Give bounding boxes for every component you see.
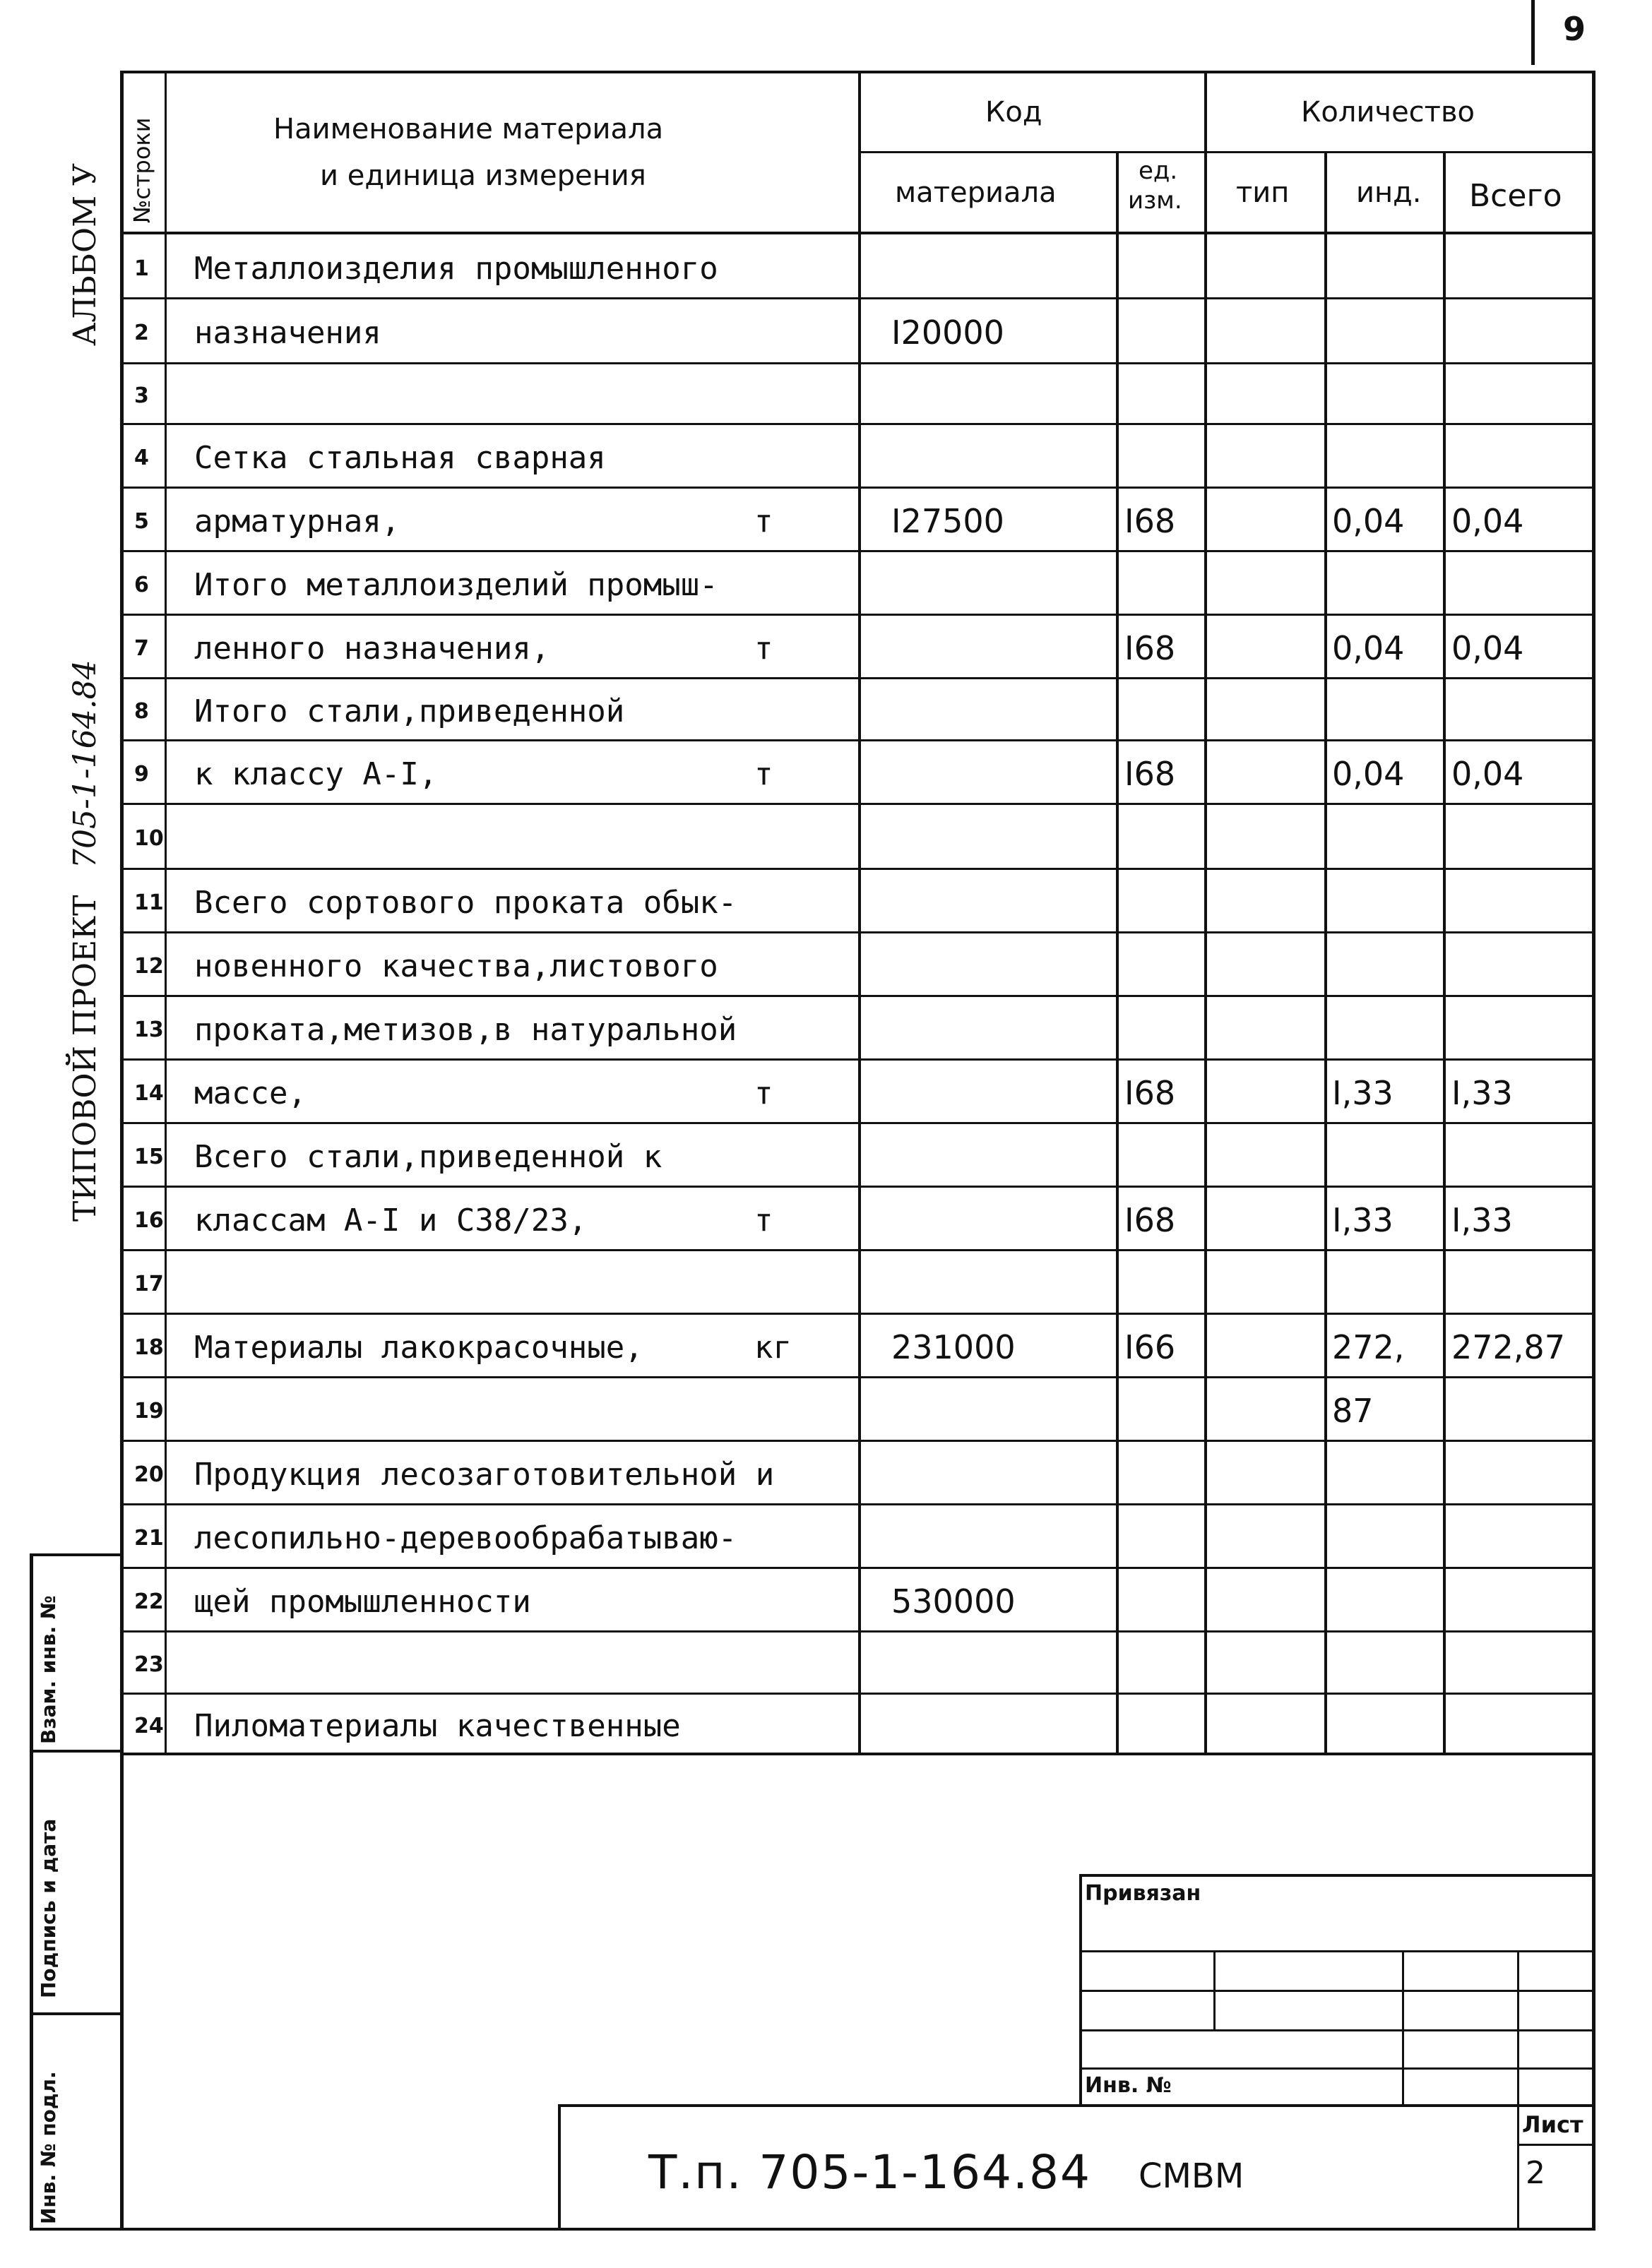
row-number: 19 — [134, 1399, 164, 1424]
sheet-label: Лист — [1522, 2111, 1583, 2138]
material-code: I20000 — [891, 314, 1004, 352]
quantity-ind: I,33 — [1332, 1074, 1393, 1113]
material-code: 231000 — [891, 1328, 1016, 1367]
unit-label: т — [754, 1075, 773, 1111]
row-number: 15 — [134, 1145, 164, 1169]
quantity-ind: I,33 — [1332, 1201, 1393, 1240]
row-number: 1 — [134, 256, 149, 281]
quantity-total: 0,04 — [1451, 629, 1524, 668]
row-number: 22 — [134, 1589, 164, 1614]
material-name: Всего стали,приведенной к — [194, 1138, 662, 1175]
material-name: Пиломатериалы качественные — [194, 1707, 681, 1744]
document-designation: Т.п. 705-1-164.84 — [648, 2145, 1091, 2200]
header-quantity: Количество — [1301, 96, 1475, 129]
quantity-ind: 0,04 — [1332, 629, 1405, 668]
material-name: к классу А-I, — [194, 756, 438, 792]
material-name: массе, — [194, 1075, 307, 1111]
material-name: Сетка стальная сварная — [194, 439, 606, 476]
row-number: 24 — [134, 1714, 164, 1738]
quantity-total: I,33 — [1451, 1074, 1513, 1113]
unit-code: I68 — [1124, 502, 1176, 541]
inv-podl-label: Инв. № подл. — [37, 2071, 60, 2224]
header-name-line1: Наименование материала — [273, 113, 664, 145]
material-code: 530000 — [891, 1582, 1016, 1621]
material-name: Металлоизделия промышленного — [194, 250, 718, 287]
material-name: щей промышленности — [194, 1583, 531, 1620]
unit-code: I68 — [1124, 1201, 1176, 1240]
quantity-ind: 272, — [1332, 1328, 1405, 1367]
document-code: СМВМ — [1139, 2156, 1244, 2196]
material-name: Всего сортового проката обык- — [194, 884, 737, 921]
header-code: Код — [985, 96, 1042, 129]
row-number: 14 — [134, 1081, 164, 1106]
header-unit-line1: ед. — [1139, 157, 1178, 185]
material-name: ленного назначения, — [194, 630, 550, 667]
material-name: арматурная, — [194, 503, 400, 539]
row-number: 8 — [134, 699, 149, 724]
quantity-total: 0,04 — [1451, 755, 1524, 794]
quantity-total: I,33 — [1451, 1201, 1513, 1240]
unit-code: I66 — [1124, 1328, 1176, 1367]
quantity-total: 272,87 — [1451, 1328, 1565, 1367]
quantity-ind: 87 — [1332, 1392, 1374, 1431]
row-number: 20 — [134, 1462, 164, 1487]
unit-code: I68 — [1124, 629, 1176, 668]
header-row-no: №строки — [129, 117, 155, 223]
project-label: ТИПОВОЙ ПРОЕКТ — [67, 895, 103, 1222]
quantity-ind: 0,04 — [1332, 502, 1405, 541]
material-name: Итого металлоизделий промыш- — [194, 566, 718, 603]
row-number: 6 — [134, 573, 149, 597]
unit-code: I68 — [1124, 755, 1176, 794]
unit-label: т — [754, 756, 773, 792]
row-number: 13 — [134, 1017, 164, 1042]
row-number: 12 — [134, 954, 164, 979]
material-name: Продукция лесозаготовительной и — [194, 1456, 775, 1493]
row-number: 17 — [134, 1272, 164, 1296]
material-code: I27500 — [891, 502, 1004, 541]
header-material: материала — [895, 177, 1057, 209]
row-number: 18 — [134, 1335, 164, 1360]
material-name: Итого стали,приведенной — [194, 693, 625, 729]
unit-label: т — [754, 503, 773, 539]
unit-label: кг — [754, 1329, 792, 1366]
row-number: 7 — [134, 636, 149, 661]
row-number: 23 — [134, 1652, 164, 1677]
vzam-inv-label: Взам. инв. № — [37, 1595, 60, 1744]
project-code-handwritten: 705-1-164.84 — [67, 659, 103, 869]
row-number: 11 — [134, 890, 164, 915]
inv-no-label: Инв. № — [1085, 2073, 1172, 2098]
row-number: 10 — [134, 826, 164, 851]
unit-label: т — [754, 630, 773, 667]
header-type: тип — [1236, 177, 1290, 209]
material-name: Материалы лакокрасочные, — [194, 1329, 643, 1366]
material-name: лесопильно-деревообрабатываю- — [194, 1520, 737, 1556]
material-name: классам А-I и С38/23, — [194, 1202, 588, 1239]
row-number: 2 — [134, 321, 149, 345]
signature-date-label: Подпись и дата — [37, 1818, 60, 1998]
unit-label: т — [754, 1202, 773, 1239]
row-number: 9 — [134, 762, 149, 787]
quantity-ind: 0,04 — [1332, 755, 1405, 794]
row-number: 16 — [134, 1208, 164, 1233]
header-ind: инд. — [1356, 177, 1422, 209]
album-label: АЛЬБОМ У — [67, 163, 103, 346]
header-unit-line2: изм. — [1128, 186, 1182, 215]
page-number: 9 — [1563, 10, 1586, 48]
row-number: 3 — [134, 383, 149, 408]
privyazan-label: Привязан — [1085, 1881, 1201, 1906]
header-total: Всего — [1469, 178, 1562, 214]
quantity-total: 0,04 — [1451, 502, 1524, 541]
sheet-number: 2 — [1526, 2155, 1545, 2191]
material-name: проката,метизов,в натуральной — [194, 1011, 737, 1048]
material-name: назначения — [194, 314, 381, 351]
header-name-line2: и единица измерения — [320, 160, 646, 192]
row-number: 21 — [134, 1526, 164, 1551]
row-number: 5 — [134, 509, 149, 534]
row-number: 4 — [134, 446, 149, 470]
unit-code: I68 — [1124, 1074, 1176, 1113]
material-name: новенного качества,листового — [194, 948, 718, 984]
